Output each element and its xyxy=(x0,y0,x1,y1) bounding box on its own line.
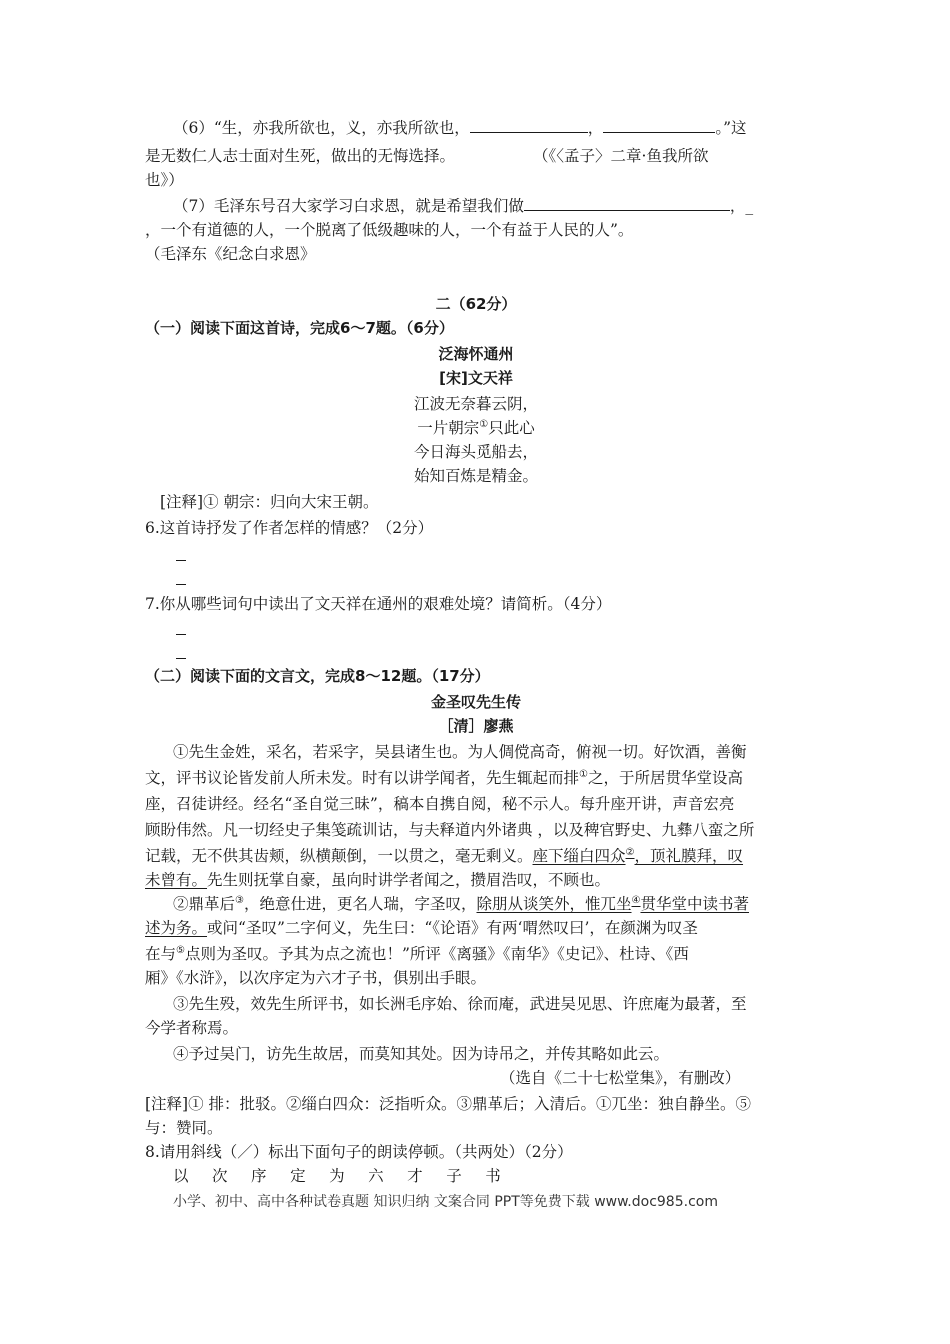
section-title: 二（62分） xyxy=(435,295,517,313)
q6-blank-1[interactable] xyxy=(470,118,588,133)
answer-line-6a[interactable] xyxy=(176,560,186,561)
answer-line-7b[interactable] xyxy=(176,658,186,659)
essay-p3-line2: 今学者称焉。 xyxy=(145,1019,239,1037)
poem-line-2a: 一片朝宗 xyxy=(417,419,480,437)
essay-p2-line1 xyxy=(173,894,807,914)
q6-line1 xyxy=(173,118,807,138)
question-6: 6.这首诗抒发了作者怎样的情感？（2分） xyxy=(145,519,434,537)
essay-p1-line5a: 记载，无不供其齿颊，纵横颠倒，一以贯之，毫无剩义。 xyxy=(145,847,533,865)
essay-p2-line3a: 在与 xyxy=(145,945,177,963)
q6-text-a: （6）“生，亦我所欲也，义，亦我所欲也， xyxy=(173,119,470,137)
essay-p1-line2b: 之，于所居贯华堂设高 xyxy=(587,769,743,787)
poem-author: [宋]文天祥 xyxy=(439,369,513,387)
underlined-sentence-1c: 未曾有。 xyxy=(145,871,208,889)
essay-p4-line1: ④予过吴门，访先生故居，而莫知其处。因为诗吊之，并传其略如此云。 xyxy=(173,1045,670,1063)
underlined-sentence-2a: 除朋从谈笑外，惟兀坐 xyxy=(476,895,632,913)
poem-line-2 xyxy=(145,418,807,438)
q6-text-c: 是无数仁人志士面对生死，做出的无悔选择。 xyxy=(145,147,456,165)
essay-p1-line6 xyxy=(145,870,807,890)
question-7: 7.你从哪些词句中读出了文天祥在通州的艰难处境？请简析。（4分） xyxy=(145,595,612,613)
answer-line-7a[interactable] xyxy=(176,634,186,635)
poem-line-3: 今日海头觅船去， xyxy=(413,443,538,461)
footnote-mark-3: ③ xyxy=(235,894,244,906)
q6-source: （《〈孟子〉二章·鱼我所欲 xyxy=(533,147,709,165)
essay-author: ［清］廖燕 xyxy=(438,717,514,735)
poem-note: [注释]① 朝宗：归向大宋王朝。 xyxy=(160,493,379,511)
q6-blank-2[interactable] xyxy=(603,118,715,133)
poem-line-1: 江波无奈暮云阴， xyxy=(413,395,538,413)
q7-line2: ，一个有道德的人，一个脱离了低级趣味的人，一个有益于人民的人”。 xyxy=(145,221,634,239)
essay-p2-line2b: 或问“圣叹”二字何义，先生曰：“《论语》有两‘喟然叹曰’，在颜渊为叹圣 xyxy=(207,919,698,937)
poem-title: 泛海怀通州 xyxy=(438,345,514,363)
q6-text-b: 。”这 xyxy=(715,119,747,137)
q8-sentence-text: 以 次 序 定 为 六 才 子 书 xyxy=(173,1167,511,1185)
q6-line3: 也》） xyxy=(145,171,184,189)
poem-line-4: 始知百炼是精金。 xyxy=(413,467,538,485)
q7-line1 xyxy=(173,196,807,216)
essay-p1-line1: ①先生金姓，采名，若采字，吴县诸生也。为人倜傥高奇，俯视一切。好饮酒，善衡 xyxy=(173,743,747,761)
answer-line-6b[interactable] xyxy=(176,584,186,585)
essay-p2-line2 xyxy=(145,918,807,938)
question-8-sentence xyxy=(173,1166,807,1186)
essay-p2-line1a: ②鼎革后 xyxy=(173,895,236,913)
footnote-mark-5: ⑤ xyxy=(176,944,185,956)
essay-p1-line2 xyxy=(145,768,807,788)
essay-p1-line5 xyxy=(145,846,807,866)
footnote-mark-4: ④ xyxy=(631,894,641,906)
q6-sep: ， xyxy=(587,119,604,137)
footnote-mark-1: ① xyxy=(579,768,588,780)
underlined-sentence-2c: 述为务。 xyxy=(145,919,208,937)
essay-p1-line2a: 文，评书议论皆发前人所未发。时有以讲学闻者，先生辄起而排 xyxy=(145,769,580,787)
footnote-mark-2: ② xyxy=(625,846,635,858)
underlined-sentence-1a: 座下缁白四众 xyxy=(532,847,626,865)
q7-text-a: （7）毛泽东号召大家学习白求恩，就是希望我们做 xyxy=(173,197,524,215)
essay-p2-line4: 厢》《水浒》，以次序定为六才子书，俱别出手眼。 xyxy=(145,969,487,987)
essay-p1-line6b: 先生则抚掌自豪，虽向时讲学者闻之，攒眉浩叹，不顾也。 xyxy=(207,871,611,889)
q7-text-b: ，_ xyxy=(729,197,754,215)
page-footer: 小学、初中、高中各种试卷真题 知识归纳 文案合同 PPT等免费下载 www.doc985.com xyxy=(173,1194,718,1210)
q7-line3: （毛泽东《纪念白求恩》 xyxy=(145,245,316,263)
essay-title: 金圣叹先生传 xyxy=(430,693,521,711)
essay-note-line2: 与：赞同。 xyxy=(145,1119,223,1137)
part1-heading: （一）阅读下面这首诗，完成6～7题。（6分） xyxy=(145,319,454,337)
essay-p1-line3: 座，召徒讲经。经名“圣自觉三昧”，稿本自携自阅，秘不示人。每升座开讲，声音宏亮 xyxy=(145,795,735,813)
essay-p2-line3 xyxy=(145,944,807,964)
essay-p3-line1: ③先生殁，效先生所评书，如长洲毛序始、徐而庵，武进吴见思、许庶庵为最著，至 xyxy=(173,995,747,1013)
q6-line2 xyxy=(145,146,807,166)
part2-heading: （二）阅读下面的文言文，完成8～12题。（17分） xyxy=(145,667,490,685)
q7-blank[interactable] xyxy=(524,196,730,211)
question-8: 8.请用斜线（／）标出下面句子的朗读停顿。（共两处）（2分） xyxy=(145,1143,573,1161)
essay-p2-line1b: ，绝意仕进，更名人瑞，字圣叹， xyxy=(243,895,477,913)
poem-line-2b: 只此心 xyxy=(488,419,535,437)
underlined-sentence-2b: 贯华堂中读书著 xyxy=(640,895,749,913)
poem-footnote-mark: ① xyxy=(479,418,489,430)
underlined-sentence-1b: ，顶礼膜拜，叹 xyxy=(634,847,744,865)
essay-source: （选自《二十七松堂集》，有删改） xyxy=(500,1069,741,1087)
essay-note-line1: [注释]① 排：批驳。②缁白四众：泛指听众。③鼎革后；入清后。①兀坐：独自静坐。⑤ xyxy=(145,1095,752,1113)
essay-p1-line4: 顾盼伟然。凡一切经史子集笺疏训诂，与夫释道内外诸典 ，以及稗官野史、九彝八蛮之所 xyxy=(145,821,755,839)
essay-p2-line3b: 点则为圣叹。予其为点之流也！”所评《离骚》《南华》《史记》、杜诗、《西 xyxy=(184,945,689,963)
